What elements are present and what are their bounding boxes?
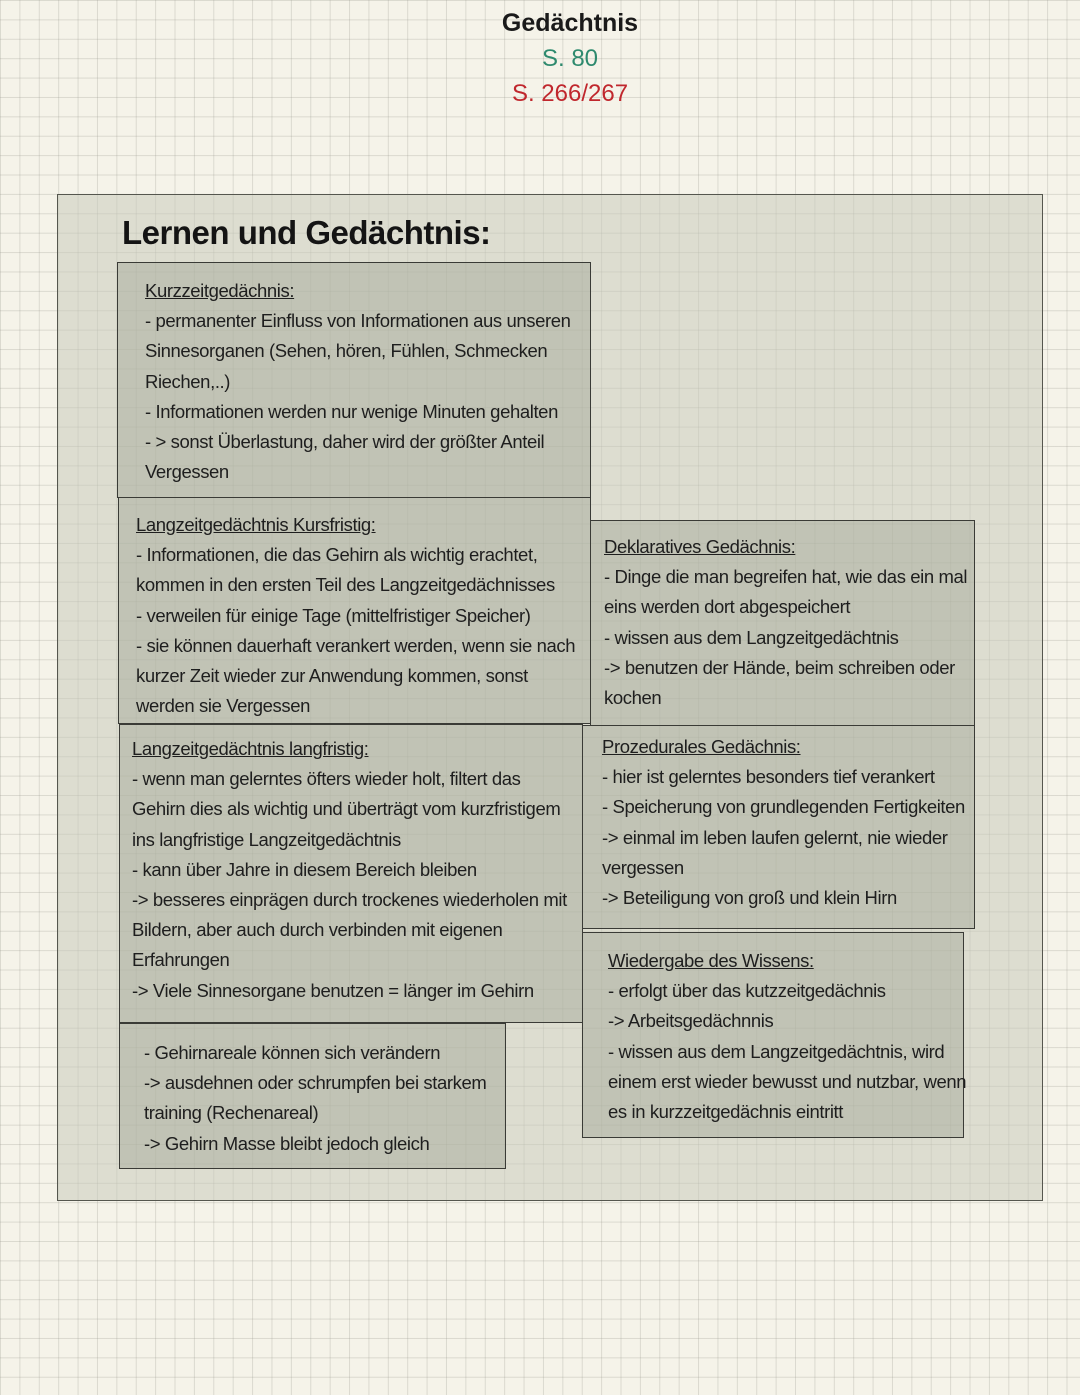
note-box-gehirnareale bbox=[119, 1023, 506, 1169]
note-box-kurzzeit bbox=[117, 262, 591, 498]
note-heading: Langzeitgedächtnis langfristig: bbox=[132, 738, 369, 759]
note-heading: Kurzzeitgedächnis: bbox=[145, 280, 295, 301]
note-line: kurzer Zeit wieder zur Anwendung kommen, sonst bbox=[136, 665, 528, 687]
note-line: es in kurzzeitgedächnis eintritt bbox=[608, 1101, 844, 1123]
note-line: - > sonst Überlastung, daher wird der größter Anteil bbox=[145, 431, 545, 453]
note-box-langzeit-langfristig bbox=[119, 724, 583, 1023]
note-line: - Gehirnareale können sich verändern bbox=[144, 1042, 441, 1063]
note-line: ins langfristige Langzeitgedächtnis bbox=[132, 828, 401, 850]
note-line: -> Beteiligung von groß und klein Hirn bbox=[602, 887, 897, 909]
page-reference-secondary: S. 266/267 bbox=[511, 80, 629, 107]
note-line: - kann über Jahre in diesem Bereich bleiben bbox=[132, 858, 477, 880]
note-line: -> Viele Sinnesorgane benutzen = länger im Gehirn bbox=[132, 979, 534, 1001]
note-line: - Dinge die man begreifen hat, wie das ein mal bbox=[604, 566, 968, 588]
note-line: -> ausdehnen oder schrumpfen bei starkem bbox=[144, 1072, 487, 1094]
panel-title: Lernen und Gedächtnis: bbox=[122, 214, 491, 251]
note-heading: Deklaratives Gedächnis: bbox=[604, 536, 796, 557]
note-heading: Langzeitgedächtnis Kursfristig: bbox=[136, 514, 376, 535]
note-line: -> einmal im leben laufen gelernt, nie wieder bbox=[602, 826, 948, 848]
note-line: werden sie Vergessen bbox=[136, 695, 311, 717]
note-line: einem erst wieder bewusst und nutzbar, wenn bbox=[608, 1070, 967, 1092]
note-box-prozedural bbox=[582, 725, 975, 929]
note-line: - wissen aus dem Langzeitgedächtnis bbox=[604, 626, 899, 648]
note-line: Gehirn dies als wichtig und überträgt vom kurzfristigem bbox=[132, 798, 561, 820]
note-box-wiedergabe bbox=[582, 932, 967, 1138]
note-line: - Speicherung von grundlegenden Fertigkeiten bbox=[602, 796, 965, 818]
note-line: -> Gehirn Masse bleibt jedoch gleich bbox=[144, 1132, 430, 1154]
note-line: Bildern, aber auch durch verbinden mit eigenen bbox=[132, 919, 503, 941]
note-line: -> benutzen der Hände, beim schreiben oder bbox=[604, 656, 955, 678]
note-heading: Prozedurales Gedächnis: bbox=[602, 736, 801, 757]
note-line: - permanenter Einfluss von Informationen aus unseren bbox=[145, 310, 571, 332]
note-line: - wenn man gelerntes öfters wieder holt, filtert das bbox=[132, 768, 521, 790]
note-line: vergessen bbox=[602, 856, 684, 878]
note-line: training (Rechenareal) bbox=[144, 1102, 319, 1124]
note-line: Sinnesorganen (Sehen, hören, Fühlen, Schmecken bbox=[145, 340, 548, 362]
note-line: - sie können dauerhaft verankert werden, wenn sie nach bbox=[136, 634, 576, 656]
note-line: - verweilen für einige Tage (mittelfristiger Speicher) bbox=[136, 604, 531, 626]
note-line: eins werden dort abgespeichert bbox=[604, 596, 851, 618]
note-line: Vergessen bbox=[145, 461, 229, 483]
note-line: -> besseres einprägen durch trockenes wiederholen mit bbox=[132, 889, 567, 911]
note-line: - wissen aus dem Langzeitgedächtnis, wird bbox=[608, 1040, 945, 1062]
page-reference-primary: S. 80 bbox=[541, 45, 599, 72]
note-heading: Wiedergabe des Wissens: bbox=[608, 950, 814, 971]
note-line: - Informationen, die das Gehirn als wichtig erachtet, bbox=[136, 544, 538, 566]
note-line: kochen bbox=[604, 687, 662, 709]
page-title: Gedächtnis bbox=[501, 9, 639, 37]
note-box-deklarativ bbox=[590, 520, 975, 726]
page-header bbox=[0, 6, 1080, 111]
note-line: Erfahrungen bbox=[132, 949, 230, 971]
note-line: - erfolgt über das kutzzeitgedächnis bbox=[608, 980, 886, 1002]
note-line: - Informationen werden nur wenige Minuten gehalten bbox=[145, 400, 558, 422]
note-line: Riechen,..) bbox=[145, 370, 231, 392]
note-box-langzeit-kursfristig bbox=[118, 497, 591, 724]
note-line: - hier ist gelerntes besonders tief verankert bbox=[602, 766, 935, 788]
note-line: -> Arbeitsgedächnnis bbox=[608, 1010, 774, 1032]
note-line: kommen in den ersten Teil des Langzeitgedächnisses bbox=[136, 574, 555, 596]
